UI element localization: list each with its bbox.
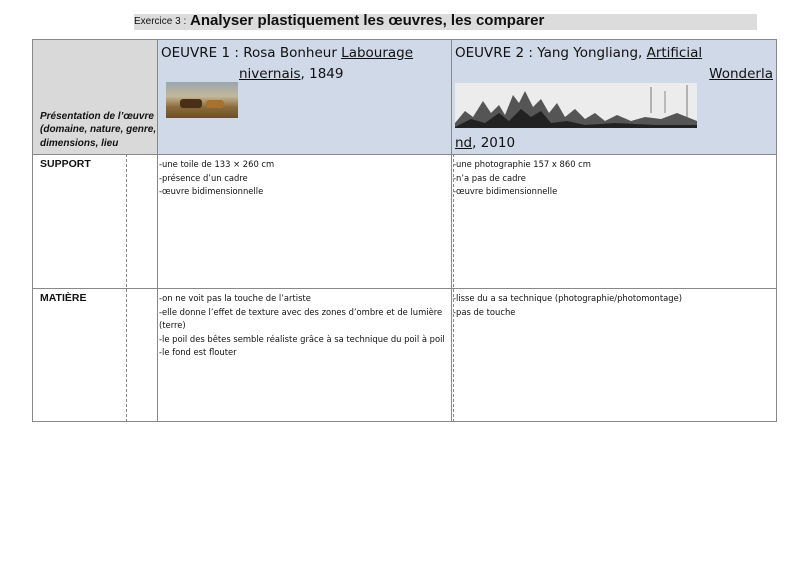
matiere-oeuvre1-list bbox=[159, 292, 449, 360]
oeuvre1-title-part1: Labourage bbox=[341, 45, 414, 61]
oeuvre1-title-part2: nivernais bbox=[239, 66, 301, 82]
oeuvre2-title-part1: Artificial bbox=[646, 45, 703, 61]
presentation-cell bbox=[33, 40, 158, 155]
text-boundary-right bbox=[453, 154, 454, 422]
exercise-label: Exercice 3 : bbox=[134, 16, 187, 27]
oeuvre2-prefix: OEUVRE 2 : Yang Yongliang, bbox=[455, 45, 647, 61]
oeuvre1-header-cell bbox=[158, 40, 452, 155]
list-item: -présence d’un cadre bbox=[159, 172, 248, 183]
support-oeuvre2-cell bbox=[452, 155, 777, 289]
list-item: -le fond est flouter bbox=[159, 347, 237, 357]
list-item: -n’a pas de cadre bbox=[453, 172, 526, 183]
support-oeuvre1-cell bbox=[158, 155, 452, 289]
list-item: -on ne voit pas la touche de l’artiste bbox=[159, 293, 311, 303]
matiere-row bbox=[33, 289, 777, 422]
oeuvre1-painting-image bbox=[166, 82, 238, 118]
list-item: -pas de touche bbox=[453, 306, 516, 317]
header-row bbox=[33, 40, 777, 155]
support-label-cell bbox=[33, 155, 158, 289]
list-item: -une toile de 133 × 260 cm bbox=[159, 159, 275, 169]
list-item: -œuvre bidimensionnelle bbox=[159, 186, 264, 196]
support-oeuvre2-list bbox=[453, 158, 774, 199]
oeuvre2-landscape-image bbox=[455, 83, 697, 128]
oeuvre1-title bbox=[161, 43, 446, 85]
exercise-title: Analyser plastiquement les œuvres, les comparer bbox=[190, 12, 545, 29]
list-item: -le poil des bêtes semble réaliste grâce à sa technique du poil à poil bbox=[159, 333, 445, 344]
oeuvre2-year: , 2010 bbox=[472, 135, 516, 151]
oeuvre1-prefix: OEUVRE 1 : Rosa Bonheur bbox=[161, 45, 342, 61]
oeuvre2-title-part3: nd bbox=[455, 135, 473, 151]
list-item: -œuvre bidimensionnelle bbox=[453, 186, 558, 196]
exercise-header bbox=[134, 14, 757, 30]
oeuvre1-year: , 1849 bbox=[300, 66, 344, 82]
list-item: -lisse du a sa technique (photographie/photomontage) bbox=[453, 293, 683, 303]
comparison-table bbox=[32, 39, 777, 422]
support-row bbox=[33, 155, 777, 289]
support-label: SUPPORT bbox=[40, 158, 91, 170]
matiere-label-cell bbox=[33, 289, 158, 422]
matiere-oeuvre2-cell bbox=[452, 289, 777, 422]
list-item: -elle donne l’effet de texture avec des zones d’ombre et de lumière (terre) bbox=[159, 306, 443, 330]
matiere-oeuvre2-list bbox=[453, 292, 774, 319]
list-item: -une photographie 157 x 860 cm bbox=[453, 159, 591, 169]
oeuvre2-header-cell bbox=[452, 40, 777, 155]
presentation-label: Présentation de l’œuvre (domaine, nature, genre, dimensions, lieu bbox=[40, 110, 157, 149]
matiere-label: MATIÈRE bbox=[40, 292, 87, 304]
matiere-oeuvre1-cell bbox=[158, 289, 452, 422]
support-oeuvre1-list bbox=[159, 158, 449, 199]
oeuvre2-title-part2: Wonderla bbox=[709, 66, 773, 82]
text-boundary-left bbox=[126, 154, 127, 422]
